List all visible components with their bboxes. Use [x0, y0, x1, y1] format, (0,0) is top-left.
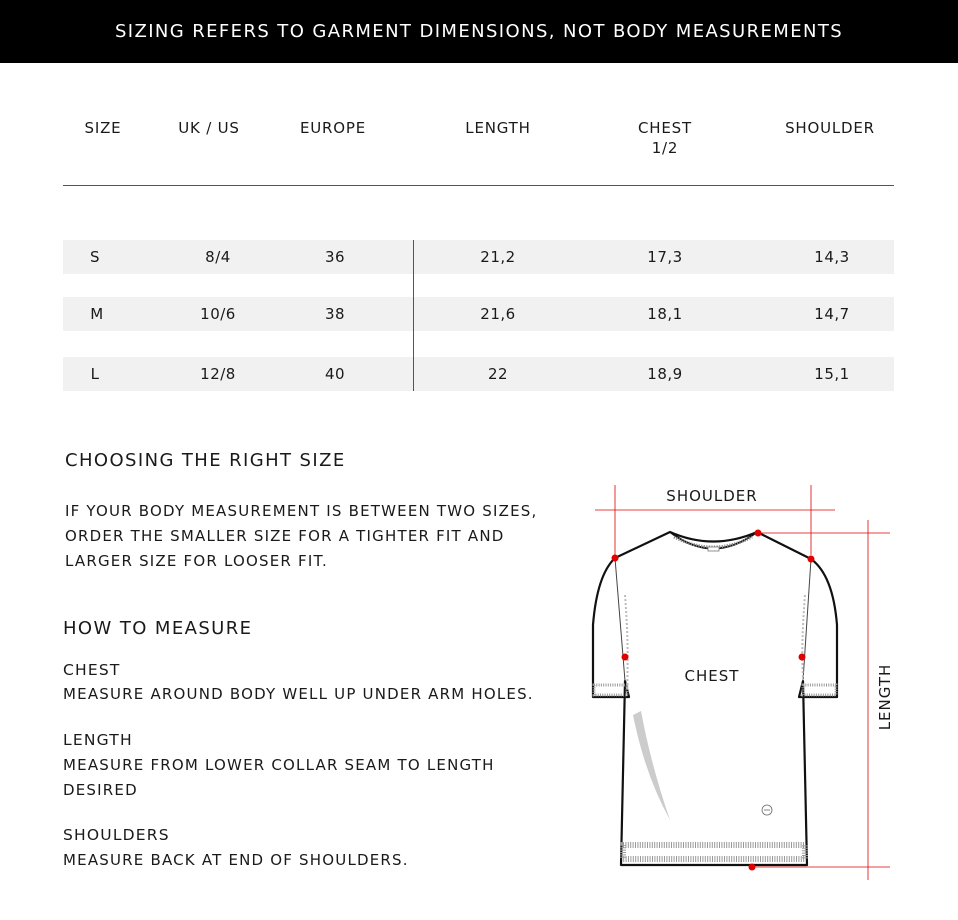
length-line: MEASURE FROM LOWER COLLAR SEAM TO LENGTH [63, 756, 495, 774]
length-heading: LENGTH [63, 731, 133, 749]
choosing-text [65, 499, 537, 574]
table-row [63, 357, 894, 391]
shoulder-label: SHOULDER [666, 487, 758, 505]
tshirt-outline [593, 532, 837, 865]
header-chest-label: CHEST [638, 119, 692, 137]
cell-size: S [89, 248, 101, 266]
header-chest [615, 118, 715, 158]
cell-uk-us: 10/6 [200, 305, 236, 323]
column-divider [413, 240, 414, 391]
header-chest-sub: 1/2 [651, 139, 679, 157]
choosing-line: IF YOUR BODY MEASUREMENT IS BETWEEN TWO SIZES, [65, 502, 538, 520]
banner-text: SIZING REFERS TO GARMENT DIMENSIONS, NOT BODY MEASUREMENTS [114, 21, 844, 42]
cell-size: L [90, 365, 100, 383]
cell-shoulder: 14,3 [814, 248, 850, 266]
cell-length: 21,6 [480, 305, 516, 323]
shoulders-instruction: MEASURE BACK AT END OF SHOULDERS. [63, 851, 409, 869]
choosing-title: CHOOSING THE RIGHT SIZE [65, 450, 346, 471]
header-divider [63, 185, 894, 186]
cell-europe: 38 [324, 305, 346, 323]
cell-chest: 18,9 [647, 365, 683, 383]
how-title: HOW TO MEASURE [63, 618, 253, 639]
header-uk-us: UK / US [178, 119, 240, 137]
cell-shoulder: 15,1 [814, 365, 850, 383]
length-line: DESIRED [63, 781, 138, 799]
header-shoulder: SHOULDER [785, 119, 875, 137]
tshirt-svg [585, 475, 958, 895]
tshirt-diagram [585, 475, 958, 895]
table-row [63, 297, 894, 331]
cell-length: 21,2 [480, 248, 516, 266]
length-label: LENGTH [876, 663, 894, 731]
header-length: LENGTH [465, 119, 531, 137]
chest-label: CHEST [684, 667, 740, 685]
cell-europe: 36 [324, 248, 346, 266]
cell-chest: 17,3 [647, 248, 683, 266]
cell-shoulder: 14,7 [814, 305, 850, 323]
chest-instruction: MEASURE AROUND BODY WELL UP UNDER ARM HOLES. [63, 685, 534, 703]
header-europe: EUROPE [299, 119, 366, 137]
shoulders-heading: SHOULDERS [63, 826, 170, 844]
length-instruction [63, 753, 495, 803]
choosing-line: ORDER THE SMALLER SIZE FOR A TIGHTER FIT AND [65, 527, 505, 545]
choosing-line: LARGER SIZE FOR LOOSER FIT. [65, 552, 328, 570]
cell-chest: 18,1 [647, 305, 683, 323]
cell-length: 22 [487, 365, 509, 383]
cell-size: M [90, 305, 104, 323]
top-banner [0, 0, 958, 63]
cell-europe: 40 [324, 365, 346, 383]
header-size: SIZE [84, 119, 122, 137]
cell-uk-us: 8/4 [205, 248, 231, 266]
cell-uk-us: 12/8 [200, 365, 236, 383]
chest-heading: CHEST [63, 661, 121, 679]
table-row [63, 240, 894, 274]
